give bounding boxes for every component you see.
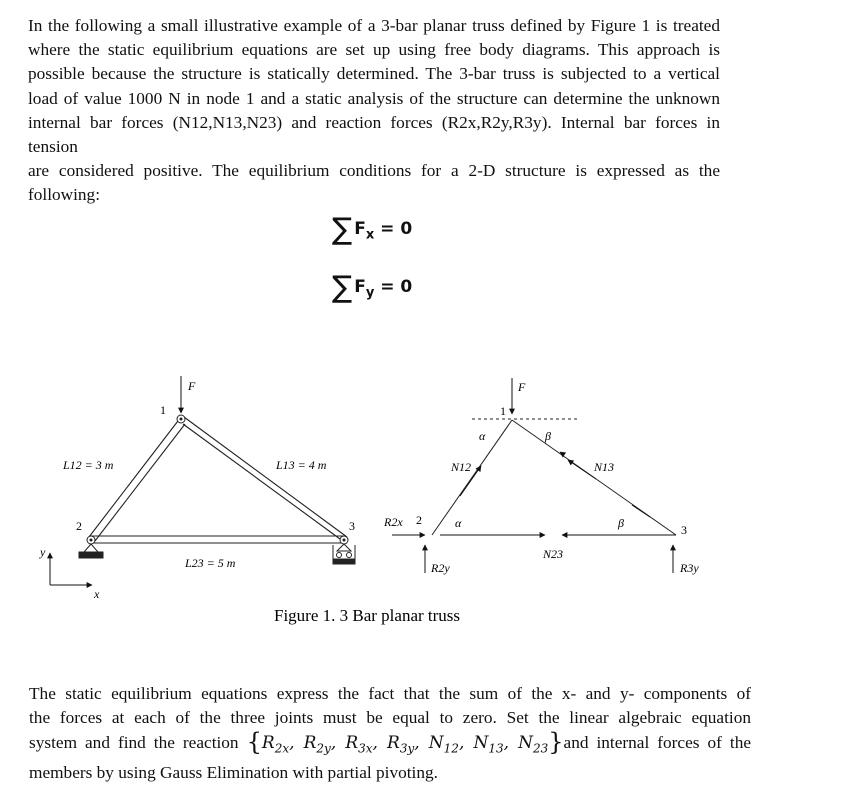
intro-paragraph xyxy=(28,14,720,208)
eq-lhs: F xyxy=(354,219,366,239)
eq-sub: y xyxy=(365,285,375,301)
alpha-bottom: α xyxy=(455,516,462,530)
alpha-top: α xyxy=(479,429,486,443)
eq-lhs: F xyxy=(354,277,366,297)
outro-line-with-set xyxy=(29,730,751,761)
unknowns-set: {$R_{2x}$, $R_{2y}$, $R_{3x}$, $R_{3y}$, $N_{12}$, $N_{13}$, $N_{23}$} xyxy=(246,728,564,757)
fbd-bar-12 xyxy=(432,420,512,535)
N23-label: N23 xyxy=(543,547,564,561)
left-node3-label: 3 xyxy=(349,519,355,533)
intro-line: internal bar forces (N12,N13,N23) and reaction forces (R2x,R2y,R3y). Internal bar forces in tension xyxy=(28,112,720,157)
equation-sum-fx xyxy=(332,212,412,247)
left-node1-label: 1 xyxy=(160,403,166,417)
right-node1-label: 1 xyxy=(500,404,506,418)
outro-text-before-set: system and find the reaction xyxy=(29,733,239,753)
axis-x-label: x xyxy=(94,587,100,601)
intro-line: possible because the structure is statically determined. The 3-bar truss is subjected to a vertical xyxy=(28,64,720,84)
left-force-label: F xyxy=(188,379,196,393)
R2y-label: R2y xyxy=(431,561,450,575)
left-truss xyxy=(89,417,347,543)
N12-label: N12 xyxy=(451,460,472,474)
N13-label: N13 xyxy=(594,460,615,474)
outro-line: members by using Gauss Elimination with partial pivoting. xyxy=(29,763,438,782)
left-node2-label: 2 xyxy=(76,519,82,533)
L23-label: L23 = 5 m xyxy=(185,556,236,570)
R3y-label: R3y xyxy=(680,561,699,575)
equation-sum-fy xyxy=(332,270,412,305)
eq-rhs: = 0 xyxy=(380,277,413,297)
N13-arrow-top xyxy=(568,460,596,479)
set-item: R xyxy=(261,733,275,754)
outro-line: the forces at each of the three joints must be equal to zero. Set the linear algebraic equation xyxy=(29,708,751,728)
right-node3-label: 3 xyxy=(681,523,687,537)
outro-paragraph xyxy=(29,682,751,785)
beta-bottom: β xyxy=(618,516,624,530)
pin-support-2 xyxy=(79,544,103,558)
intro-line: In the following a small illustrative example of a 3-bar planar truss defined by Figure 1 is treated xyxy=(28,16,720,35)
roller-support-3 xyxy=(333,544,355,564)
right-fbd xyxy=(432,419,676,535)
eq-sub: x xyxy=(365,227,375,243)
R2x-label: R2x xyxy=(384,515,403,529)
intro-line: where the static equilibrium equations are set up using free body diagrams. This approach is xyxy=(28,40,720,60)
L12-label: L12 = 3 m xyxy=(63,458,114,472)
N13-seg xyxy=(632,505,650,517)
bar-12 xyxy=(89,417,181,537)
intro-line: following: xyxy=(28,185,101,205)
axis-y-label: y xyxy=(40,545,46,559)
eq-rhs: = 0 xyxy=(380,219,413,239)
intro-line: load of value 1000 N in node 1 and a static analysis of the structure can determine the unknown xyxy=(28,88,720,108)
intro-line: are considered positive. The equilibrium conditions for a 2-D structure is expressed as the xyxy=(28,161,720,181)
bar-12-inner xyxy=(95,424,185,541)
outro-text-after-set: and internal forces of the xyxy=(563,733,752,753)
figure-caption: Figure 1. 3 Bar planar truss xyxy=(274,606,461,625)
right-force-label: F xyxy=(518,380,526,394)
beta-top: β xyxy=(545,429,551,443)
sigma-symbol: ∑ xyxy=(332,270,353,305)
bar-13 xyxy=(184,417,347,537)
sigma-symbol: ∑ xyxy=(332,212,353,247)
truss-figure xyxy=(0,360,867,630)
right-node2-label: 2 xyxy=(416,513,422,527)
bar-13-inner xyxy=(183,424,340,539)
L13-label: L13 = 4 m xyxy=(276,458,327,472)
outro-line: The static equilibrium equations express the fact that the sum of the x- and y- components of xyxy=(29,684,751,703)
